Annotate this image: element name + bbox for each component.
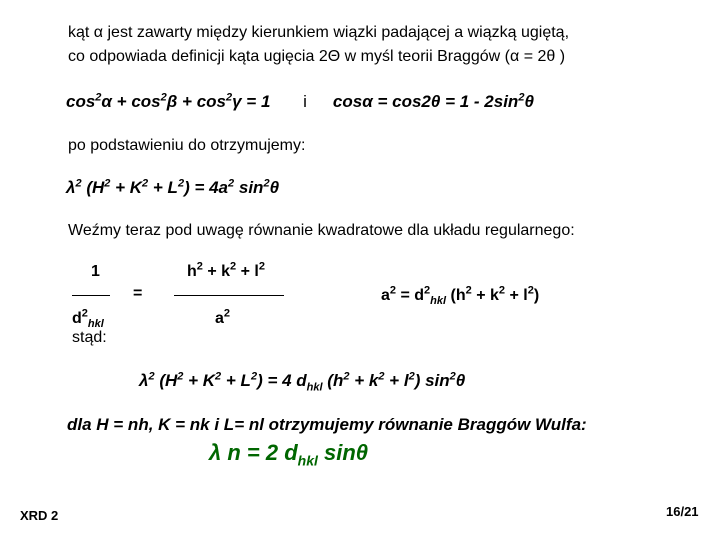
equation-cosines: $\cos^2\alpha + \cos^2\beta + \cos^2\gamma = 1$ i $\cos\alpha = \cos 2\theta = 1 - 2\sin^2\theta$: [66, 91, 534, 111]
fraction-1-denominator: $d^2_{hkl}$: [72, 307, 104, 331]
equation-lambda-hkl: $\lambda^2$ $(H^2 + K^2 + L^2) = 4a^2$ $\sin^2\theta$: [66, 177, 280, 197]
fraction-1-numerator: 1: [91, 263, 100, 280]
fraction-2-bar: [174, 295, 284, 296]
footer-label: XRD 2: [20, 508, 59, 523]
substitution-text: po podstawieniu do otrzymujemy:: [68, 137, 306, 154]
intro-line-2: co odpowiada definicji kąta ugięcia 2Θ w myśl teorii Braggów (α = 2θ ): [68, 48, 566, 65]
fraction-1-bar: [72, 295, 110, 296]
conclusion-text: dla H = nh, K = nk i L= nl otrzymujemy równanie Braggów Wulfa:: [67, 415, 587, 434]
bragg-equation: λ n = 2 $d_{hkl}$ sinθ: [209, 440, 369, 469]
page-number: 16/21: [666, 504, 699, 519]
equals-sign: =: [133, 285, 143, 302]
consider-text: Weźmy teraz pod uwagę równanie kwadratowe dla układu regularnego:: [68, 222, 575, 239]
equation-lambda-combined: $\lambda^2$ $(H^2 + K^2 + L^2) = 4$ $d_{hkl}$ $(h^2 + k^2 + l^2)$ $\sin^2\theta$: [139, 370, 466, 394]
equation-a-squared: $a^2 = d^2_{hkl}$ $(h^2 + k^2 + l^2)$: [381, 284, 540, 308]
stad-label: stąd:: [72, 329, 107, 346]
fraction-2-denominator: $a^2$: [215, 307, 231, 327]
intro-line-1: kąt α jest zawarty między kierunkiem wiązki padającej a wiązką ugiętą,: [68, 24, 570, 41]
fraction-2-numerator: $h^2 + k^2 + l^2$: [187, 260, 265, 280]
